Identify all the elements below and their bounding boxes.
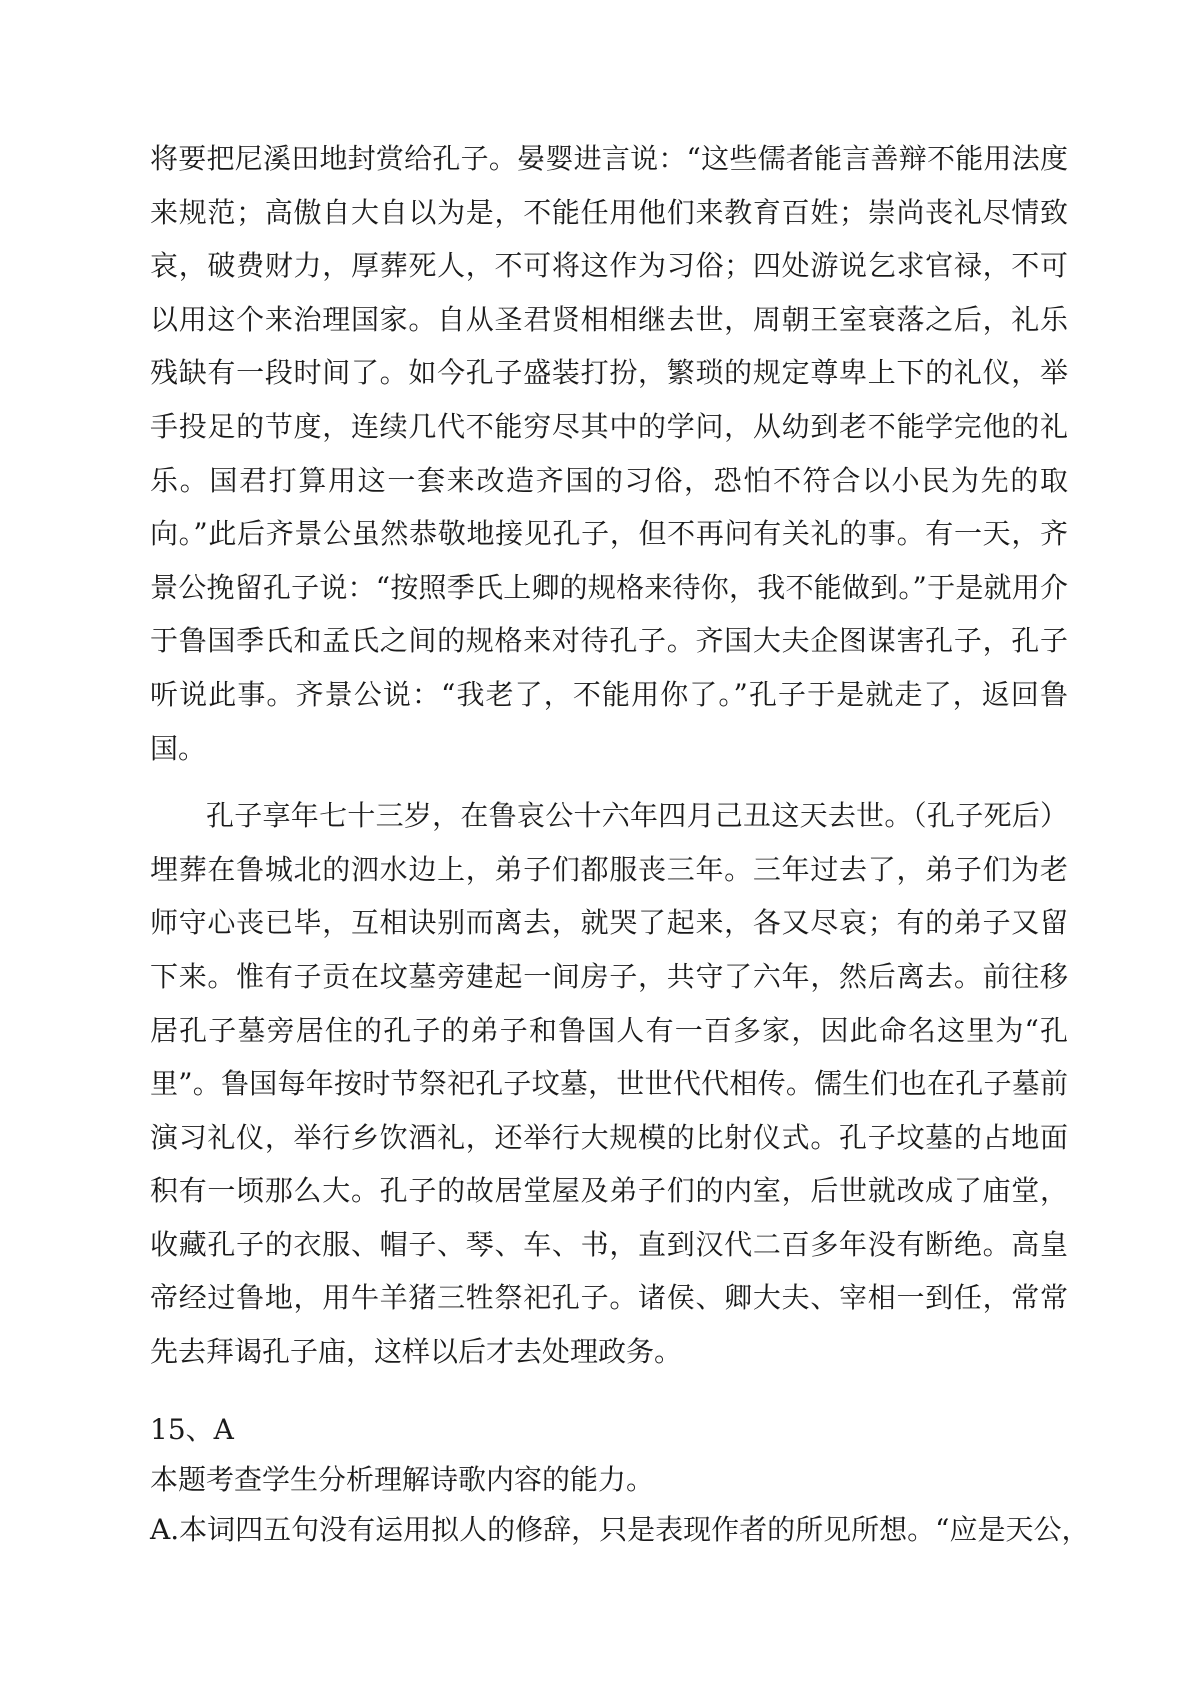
document-content <box>150 132 1090 1555</box>
answer-section <box>150 1405 1090 1555</box>
translation-paragraph-2: 孔子享年七十三岁，在鲁哀公十六年四月己丑这天去世。（孔子死后）埋葬在鲁城北的泗水边上，弟子们都服丧三年。三年过去了，弟子们为老师守心丧已毕，互相诀别而离去，就哭了起来，各又尽哀；有的弟子又留下来。惟有子贡在坟墓旁建起一间房子，共守了六年，然后离去。前往移居孔子墓旁居住的孔子的弟子和鲁国人有一百多家，因此命名这里为“孔里”。鲁国每年按时节祭祀孔子坟墓，世世代代相传。儒生们也在孔子墓前演习礼仪，举行乡饮酒礼，还举行大规模的比射仪式。孔子坟墓的占地面积有一顷那么大。孔子的故居堂屋及弟子们的内室，后世就改成了庙堂，收藏孔子的衣服、帽子、琴、车、书，直到汉代二百多年没有断绝。高皇帝经过鲁地，用牛羊猪三牲祭祀孔子。诸侯、卿大夫、宰相一到任，常常先去拜谒孔子庙，这样以后才去处理政务。 <box>150 799 1068 1369</box>
answer-intro: 本题考查学生分析理解诗歌内容的能力。 <box>150 1462 655 1496</box>
answer-number: 15、A <box>150 1412 234 1446</box>
translation-paragraph-1: 将要把尼溪田地封赏给孔子。晏婴进言说：“这些儒者能言善辩不能用法度来规范；高傲自大自以为是，不能任用他们来教育百姓；崇尚丧礼尽情致哀，破费财力，厚葬死人，不可将这作为习俗；四处游说乞求官禄，不可以用这个来治理国家。自从圣君贤相相继去世，周朝王室衰落之后，礼乐残缺有一段时间了。如今孔子盛装打扮，繁琐的规定尊卑上下的礼仪，举手投足的节度，连续几代不能穷尽其中的学问，从幼到老不能学完他的礼乐。国君打算用这一套来改造齐国的习俗，恐怕不符合以小民为先的取向。”此后齐景公虽然恭敬地接见孔子，但不再问有关礼的事。有一天，齐景公挽留孔子说：“按照季氏上卿的规格来待你，我不能做到。”于是就用介于鲁国季氏和孟氏之间的规格来对待孔子。齐国大夫企图谋害孔子，孔子听说此事。齐景公说：“我老了，不能用你了。”孔子于是就走了，返回鲁国。 <box>150 142 1068 765</box>
answer-option-a: A.本词四五句没有运用拟人的修辞，只是表现作者的所见所想。“应是天公， <box>150 1512 1090 1546</box>
